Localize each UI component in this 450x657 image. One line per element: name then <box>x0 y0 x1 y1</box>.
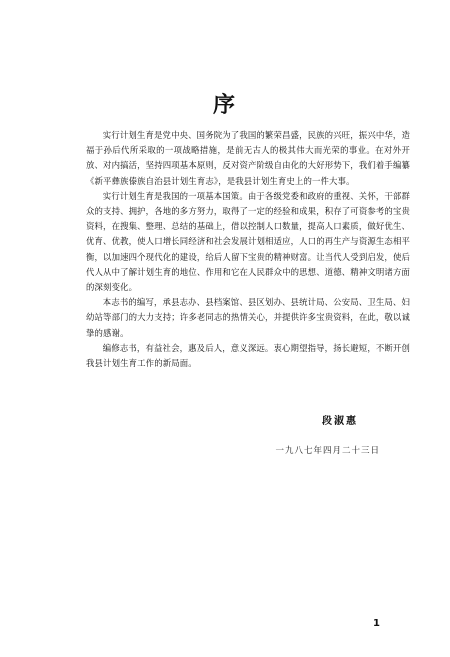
paragraph-4: 编修志书，有益社会，惠及后人，意义深远。衷心期望指导，扬长避短，不断开创我县计划生育工作的新局面。 <box>86 342 410 369</box>
page-title: 序 <box>212 93 237 118</box>
paragraph-1: 实行计划生育是党中央、国务院为了我国的繁荣昌盛，民族的兴旺，振兴中华，造福于孙后代所采取的一项战略措施，是前无古人的极其伟大而光荣的事业。在对外开放、对内搞活，坚持四项基本原则，反对资产阶级自由化的大好形势下，我们着手编纂《新平彝族傣族自治县计划生育志》，是我县计划生育史上的一件大事。 <box>86 130 410 186</box>
preface-body <box>86 128 410 371</box>
author-signature: 段淑惠 <box>322 416 358 427</box>
page-number: 1 <box>373 618 380 629</box>
paragraph-3: 本志书的编写，承县志办、县档案馆、县区划办、县统计局、公安局、卫生局、妇幼站等部门的大力支持；许多老同志的热情关心，并提供许多宝贵资料，在此，敬以诚挚的感谢。 <box>86 297 410 338</box>
date-line: 一九八七年四月二十三日 <box>275 446 380 456</box>
paragraph-2: 实行计划生育是我国的一项基本国策。由于各级党委和政府的重视、关怀，干部群众的支持、拥护，各地的多方努力，取得了一定的经验和成果，积存了可资参考的宝贵资料，在搜集、整理、总结的基础上，借以控制人口数量，提高人口素质，做好优生、优育、优教，使人口增长同经济和社会发展计划相适应，人口的再生产与资源生态相平衡，以加速四个现代化的建设，给后人留下宝贵的精神财富。让当代人受到启发，使后代人从中了解计划生育的地位、作用和它在人民群众中的思想、道德、精神文明诸方面的深刻变化。 <box>86 190 410 293</box>
